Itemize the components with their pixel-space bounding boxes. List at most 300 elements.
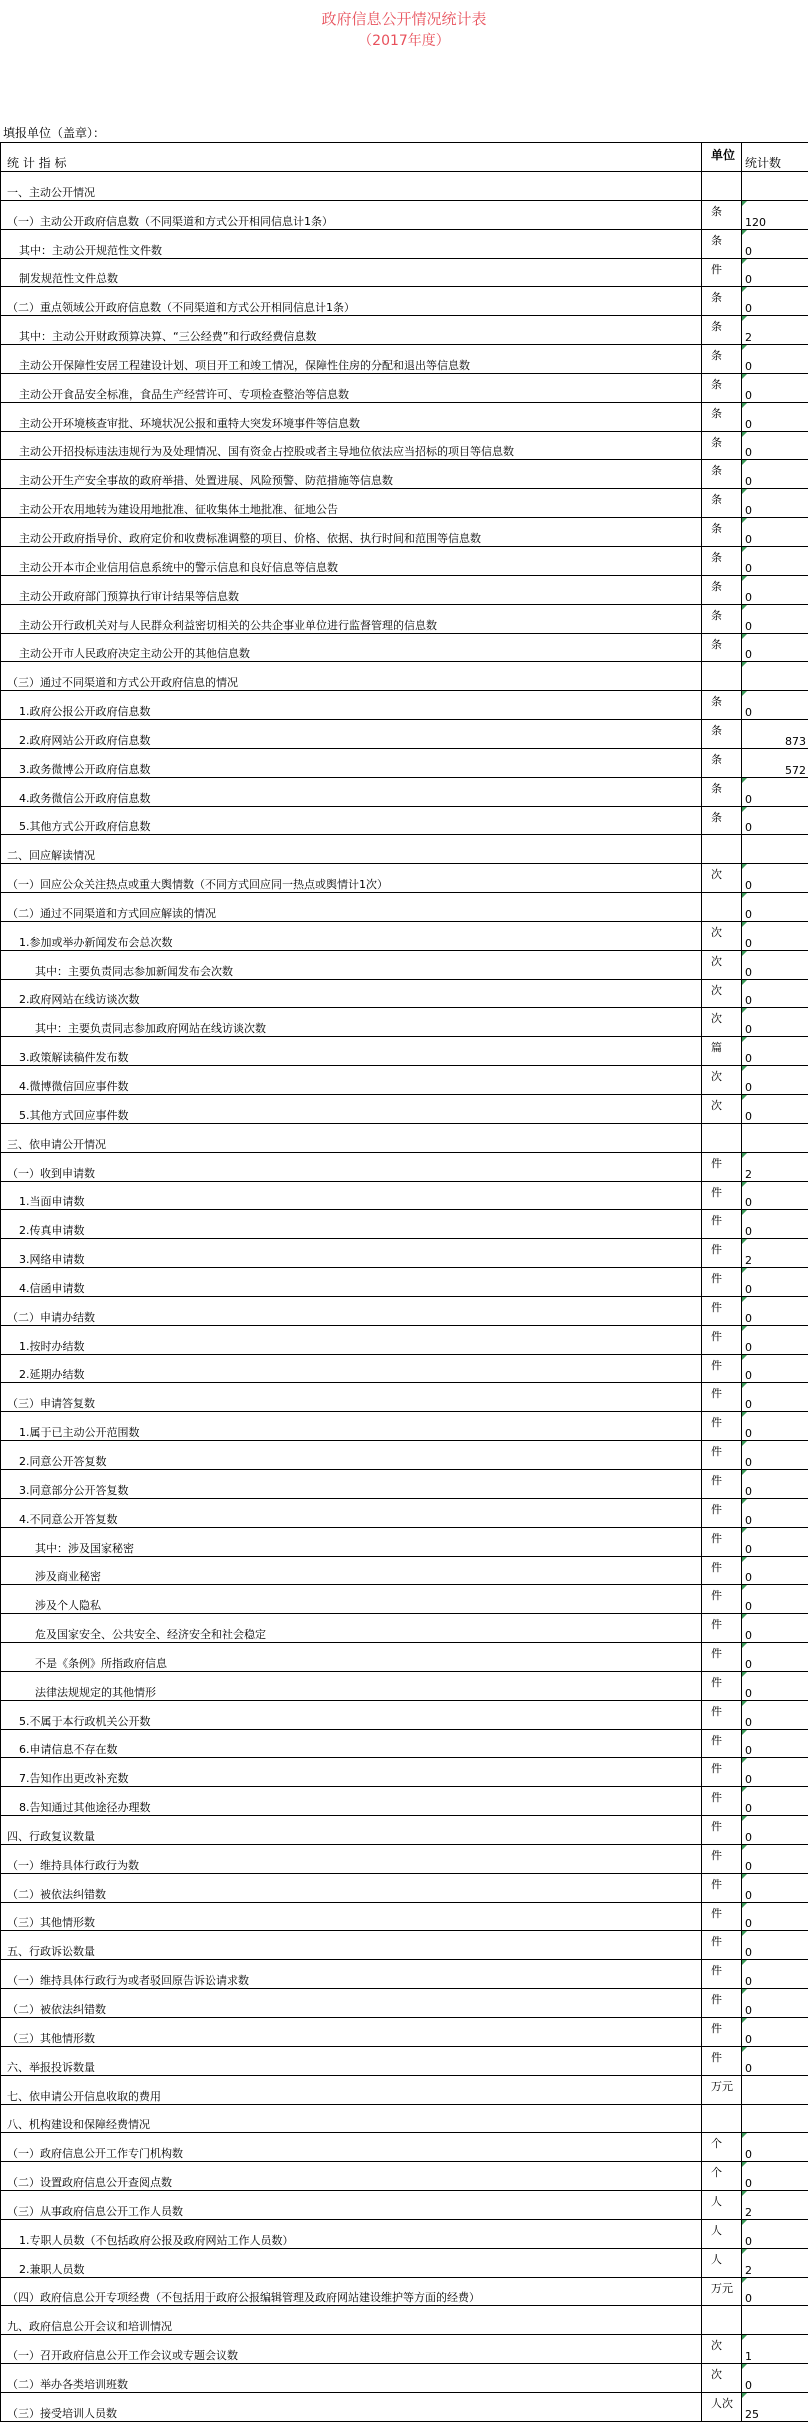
table-row [1, 1700, 808, 1729]
cell-comment-marker [742, 1470, 747, 1475]
row-value-text: 0 [745, 591, 752, 604]
row-value-text: 0 [745, 1629, 752, 1642]
table-row [1, 2364, 808, 2393]
cell-comment-marker [742, 1787, 747, 1792]
row-unit: 条 [702, 691, 742, 720]
cell-comment-marker [742, 1989, 747, 1994]
table-row [1, 1844, 808, 1873]
row-indicator-label: （一）维持具体行政行为数 [1, 1844, 702, 1873]
row-unit: 件 [702, 1210, 742, 1239]
row-value [742, 287, 808, 316]
row-indicator-label: 主动公开农用地转为建设用地批准、征收集体土地批准、征地公告 [1, 489, 702, 518]
table-row [1, 1441, 808, 1470]
cell-comment-marker [742, 460, 747, 465]
table-row [1, 662, 808, 691]
row-indicator-label: 涉及商业秘密 [1, 1556, 702, 1585]
table-row [1, 1902, 808, 1931]
row-value [742, 835, 808, 864]
cell-comment-marker [742, 547, 747, 552]
table-row [1, 287, 808, 316]
row-value [742, 1902, 808, 1931]
row-unit: 件 [702, 1643, 742, 1672]
row-value-text: 0 [745, 1773, 752, 1786]
table-row [1, 1960, 808, 1989]
table-row [1, 489, 808, 518]
row-value [742, 1268, 808, 1297]
row-indicator-label: 4.不同意公开答复数 [1, 1498, 702, 1527]
row-value-text: 0 [745, 994, 752, 1007]
row-indicator-label: 主动公开市人民政府决定主动公开的其他信息数 [1, 633, 702, 662]
row-value-text: 0 [745, 1081, 752, 1094]
table-header-row [1, 143, 808, 172]
table-row [1, 720, 808, 749]
table-row [1, 748, 808, 777]
row-unit: 人次 [702, 2392, 742, 2421]
cell-comment-marker [742, 1874, 747, 1879]
row-value-text: 0 [745, 908, 752, 921]
row-unit: 条 [702, 806, 742, 835]
row-unit: 条 [702, 633, 742, 662]
cell-comment-marker [742, 662, 747, 667]
row-value [742, 2046, 808, 2075]
table-row [1, 893, 808, 922]
row-unit: 次 [702, 1095, 742, 1124]
row-value [742, 748, 808, 777]
row-value [742, 1296, 808, 1325]
table-row [1, 1239, 808, 1268]
row-value-text: 0 [745, 2148, 752, 2161]
row-indicator-label: 2.政府网站公开政府信息数 [1, 720, 702, 749]
table-row [1, 316, 808, 345]
row-indicator-label: 危及国家安全、公共安全、经济安全和社会稳定 [1, 1614, 702, 1643]
row-unit: 件 [702, 1960, 742, 1989]
row-value-text: 0 [745, 2062, 752, 2075]
row-value [742, 2133, 808, 2162]
row-value-text: 0 [745, 2379, 752, 2392]
cell-comment-marker [742, 1730, 747, 1735]
row-value-text: 0 [745, 1946, 752, 1959]
row-unit [702, 2104, 742, 2133]
table-row [1, 518, 808, 547]
row-value [742, 1960, 808, 1989]
table-row [1, 1931, 808, 1960]
cell-comment-marker [742, 1037, 747, 1042]
table-row [1, 1008, 808, 1037]
row-unit: 万元 [702, 2075, 742, 2104]
table-row [1, 546, 808, 575]
cell-comment-marker [742, 374, 747, 379]
row-value [742, 229, 808, 258]
row-unit: 件 [702, 1152, 742, 1181]
row-unit: 篇 [702, 1037, 742, 1066]
row-value [742, 2219, 808, 2248]
row-value-text: 0 [745, 1744, 752, 1757]
header-indicator: 统 计 指 标 [1, 143, 702, 172]
row-value-text: 0 [745, 1975, 752, 1988]
row-unit: 件 [702, 1354, 742, 1383]
row-unit: 次 [702, 1066, 742, 1095]
row-unit: 件 [702, 1441, 742, 1470]
row-indicator-label: 四、行政复议数量 [1, 1816, 702, 1845]
row-value-text: 0 [745, 879, 752, 892]
row-unit: 件 [702, 1902, 742, 1931]
row-value-text: 0 [745, 360, 752, 373]
row-unit: 次 [702, 2335, 742, 2364]
cell-comment-marker [742, 922, 747, 927]
row-indicator-label: 主动公开政府部门预算执行审计结果等信息数 [1, 575, 702, 604]
cell-comment-marker [742, 1614, 747, 1619]
row-value [742, 373, 808, 402]
cell-comment-marker [742, 2249, 747, 2254]
row-indicator-label: 4.信函申请数 [1, 1268, 702, 1297]
row-value [742, 1354, 808, 1383]
row-value-text: 0 [745, 1658, 752, 1671]
row-value-text: 0 [745, 562, 752, 575]
row-value [742, 489, 808, 518]
table-row [1, 691, 808, 720]
table-row [1, 979, 808, 1008]
row-unit: 人 [702, 2191, 742, 2220]
cell-comment-marker [742, 778, 747, 783]
row-value [742, 1671, 808, 1700]
cell-comment-marker [742, 1182, 747, 1187]
table-row [1, 1066, 808, 1095]
row-unit: 条 [702, 489, 742, 518]
page-subtitle: （2017年度） [0, 30, 808, 50]
row-unit: 件 [702, 1498, 742, 1527]
row-value-text: 0 [745, 475, 752, 488]
filler-unit-label: 填报单位（盖章）： [3, 124, 105, 141]
table-row [1, 1527, 808, 1556]
table-row [1, 575, 808, 604]
row-indicator-label: （一）政府信息公开工作专门机构数 [1, 2133, 702, 2162]
row-indicator-label: （三）其他情形数 [1, 1902, 702, 1931]
row-value [742, 1066, 808, 1095]
cell-comment-marker [742, 1903, 747, 1908]
row-value [742, 720, 808, 749]
row-unit [702, 1123, 742, 1152]
cell-comment-marker [742, 1960, 747, 1965]
row-unit: 件 [702, 1239, 742, 1268]
row-value [742, 1037, 808, 1066]
row-indicator-label: 4.政务微信公开政府信息数 [1, 777, 702, 806]
row-value-text: 0 [745, 418, 752, 431]
cell-comment-marker [742, 1095, 747, 1100]
row-unit: 条 [702, 431, 742, 460]
table-row [1, 1412, 808, 1441]
table-row [1, 1123, 808, 1152]
row-value [742, 950, 808, 979]
row-indicator-label: 2.传真申请数 [1, 1210, 702, 1239]
cell-comment-marker [742, 893, 747, 898]
row-indicator-label: 其中：主动公开规范性文件数 [1, 229, 702, 258]
statistics-table [0, 142, 808, 2422]
row-unit: 次 [702, 979, 742, 1008]
row-indicator-label: 1.专职人员数（不包括政府公报及政府网站工作人员数） [1, 2219, 702, 2248]
cell-comment-marker [742, 980, 747, 985]
row-indicator-label: 1.当面申请数 [1, 1181, 702, 1210]
row-indicator-label: 二、回应解读情况 [1, 835, 702, 864]
row-value [742, 200, 808, 229]
table-row [1, 1268, 808, 1297]
row-value-text: 0 [745, 1196, 752, 1209]
cell-comment-marker [742, 259, 747, 264]
row-indicator-label: 一、主动公开情况 [1, 172, 702, 201]
row-indicator-label: 不是《条例》所指政府信息 [1, 1643, 702, 1672]
row-value-text: 0 [745, 1023, 752, 1036]
row-value [742, 518, 808, 547]
row-indicator-label: 6.申请信息不存在数 [1, 1729, 702, 1758]
cell-comment-marker [742, 489, 747, 494]
row-value [742, 258, 808, 287]
row-unit: 件 [702, 1527, 742, 1556]
row-indicator-label: 1.参加或举办新闻发布会总次数 [1, 921, 702, 950]
row-value-text: 2 [745, 331, 752, 344]
cell-comment-marker [742, 403, 747, 408]
row-value-text: 0 [745, 1369, 752, 1382]
row-value [742, 2364, 808, 2393]
row-value-text: 0 [745, 533, 752, 546]
cell-comment-marker [742, 518, 747, 523]
row-value [742, 1585, 808, 1614]
row-value [742, 2306, 808, 2335]
row-indicator-label: 3.同意部分公开答复数 [1, 1469, 702, 1498]
table-row [1, 1210, 808, 1239]
table-row [1, 604, 808, 633]
row-value [742, 1729, 808, 1758]
cell-comment-marker [742, 1701, 747, 1706]
cell-comment-marker [742, 807, 747, 812]
row-unit: 件 [702, 258, 742, 287]
row-value-text: 0 [745, 389, 752, 402]
cell-comment-marker [742, 1931, 747, 1936]
row-unit: 条 [702, 345, 742, 374]
table-row [1, 1729, 808, 1758]
cell-comment-marker [742, 1210, 747, 1215]
row-value [742, 1758, 808, 1787]
row-value [742, 2277, 808, 2306]
row-value-text: 0 [745, 1398, 752, 1411]
row-unit: 条 [702, 748, 742, 777]
cell-comment-marker [742, 2220, 747, 2225]
cell-comment-marker [742, 345, 747, 350]
table-row [1, 2335, 808, 2364]
row-value-text: 0 [745, 1283, 752, 1296]
row-value-text: 2 [745, 1168, 752, 1181]
cell-comment-marker [742, 1643, 747, 1648]
row-unit: 条 [702, 287, 742, 316]
row-indicator-label: 六、举报投诉数量 [1, 2046, 702, 2075]
cell-comment-marker [742, 951, 747, 956]
row-value [742, 1152, 808, 1181]
row-unit: 件 [702, 1729, 742, 1758]
row-indicator-label: （二）通过不同渠道和方式回应解读的情况 [1, 893, 702, 922]
table-row [1, 1643, 808, 1672]
row-indicator-label: 主动公开生产安全事故的政府举措、处置进展、风险预警、防范措施等信息数 [1, 460, 702, 489]
row-indicator-label: 三、依申请公开情况 [1, 1123, 702, 1152]
row-value [742, 2018, 808, 2047]
row-indicator-label: （二）申请办结数 [1, 1296, 702, 1325]
cell-comment-marker [742, 1557, 747, 1562]
row-unit: 件 [702, 1296, 742, 1325]
table-row [1, 1095, 808, 1124]
row-unit: 个 [702, 2133, 742, 2162]
row-value [742, 575, 808, 604]
row-value [742, 1383, 808, 1412]
row-unit: 件 [702, 1556, 742, 1585]
row-indicator-label: 8.告知通过其他途径办理数 [1, 1787, 702, 1816]
table-row [1, 229, 808, 258]
cell-comment-marker [742, 2278, 747, 2283]
row-unit: 次 [702, 2364, 742, 2393]
row-value-text: 0 [745, 793, 752, 806]
cell-comment-marker [742, 2393, 747, 2398]
row-value [742, 1643, 808, 1672]
row-value [742, 546, 808, 575]
row-value [742, 1469, 808, 1498]
row-value [742, 1210, 808, 1239]
row-value-text: 0 [745, 1514, 752, 1527]
row-unit: 条 [702, 604, 742, 633]
row-unit [702, 2306, 742, 2335]
row-value [742, 2075, 808, 2104]
row-indicator-label: 主动公开环境核查审批、环境状况公报和重特大突发环境事件等信息数 [1, 402, 702, 431]
row-unit: 人 [702, 2219, 742, 2248]
row-value-text: 0 [745, 1341, 752, 1354]
row-indicator-label: （三）其他情形数 [1, 2018, 702, 2047]
cell-comment-marker [742, 2335, 747, 2340]
cell-comment-marker [742, 1239, 747, 1244]
row-indicator-label: （一）回应公众关注热点或重大舆情数（不同方式回应同一热点或舆情计1次） [1, 864, 702, 893]
row-value-text: 0 [745, 504, 752, 517]
row-indicator-label: 七、依申请公开信息收取的费用 [1, 2075, 702, 2104]
cell-comment-marker [742, 2162, 747, 2167]
row-unit: 件 [702, 1758, 742, 1787]
row-unit: 件 [702, 1383, 742, 1412]
row-unit: 件 [702, 1614, 742, 1643]
row-unit: 次 [702, 950, 742, 979]
table-row [1, 950, 808, 979]
table-row [1, 402, 808, 431]
table-row [1, 1873, 808, 1902]
row-value [742, 1873, 808, 1902]
table-row [1, 172, 808, 201]
row-value [742, 633, 808, 662]
row-value [742, 1556, 808, 1585]
row-indicator-label: 1.政府公报公开政府信息数 [1, 691, 702, 720]
row-unit: 件 [702, 1931, 742, 1960]
row-indicator-label: （二）被依法纠错数 [1, 1873, 702, 1902]
row-value [742, 2392, 808, 2421]
table-row [1, 2392, 808, 2421]
row-unit: 件 [702, 1268, 742, 1297]
row-value-text: 0 [745, 302, 752, 315]
row-indicator-label: （一）收到申请数 [1, 1152, 702, 1181]
row-unit: 条 [702, 229, 742, 258]
header-unit: 单位 [702, 143, 742, 172]
row-value [742, 460, 808, 489]
row-value-text: 0 [745, 245, 752, 258]
row-indicator-label: （三）接受培训人员数 [1, 2392, 702, 2421]
table-row [1, 373, 808, 402]
table-row [1, 1585, 808, 1614]
cell-comment-marker [742, 1066, 747, 1071]
row-value [742, 979, 808, 1008]
table-row [1, 1354, 808, 1383]
row-unit: 条 [702, 777, 742, 806]
row-value-text: 2 [745, 1254, 752, 1267]
row-value-text: 120 [745, 216, 766, 229]
row-indicator-label: 5.其他方式回应事件数 [1, 1095, 702, 1124]
row-indicator-label: 其中：涉及国家秘密 [1, 1527, 702, 1556]
row-value [742, 1700, 808, 1729]
row-value-text: 0 [745, 1225, 752, 1238]
cell-comment-marker [742, 1008, 747, 1013]
row-value-text: 0 [745, 706, 752, 719]
row-value [742, 1008, 808, 1037]
row-indicator-label: 主动公开保障性安居工程建设计划、项目开工和竣工情况，保障性住房的分配和退出等信息数 [1, 345, 702, 374]
row-unit: 人 [702, 2248, 742, 2277]
cell-comment-marker [742, 634, 747, 639]
table-row [1, 864, 808, 893]
table-row [1, 2018, 808, 2047]
table-row [1, 777, 808, 806]
cell-comment-marker [742, 2047, 747, 2052]
cell-comment-marker [742, 1672, 747, 1677]
row-value-text: 0 [745, 966, 752, 979]
row-value-text: 0 [745, 1917, 752, 1930]
cell-comment-marker [742, 605, 747, 610]
row-indicator-label: 主动公开政府指导价、政府定价和收费标准调整的项目、价格、依据、执行时间和范围等信息数 [1, 518, 702, 547]
table-row [1, 2191, 808, 2220]
row-value [742, 691, 808, 720]
row-value-text: 0 [745, 1312, 752, 1325]
row-value-text: 0 [745, 2292, 752, 2305]
row-value-text: 0 [745, 1427, 752, 1440]
row-value-text: 0 [745, 1571, 752, 1584]
row-value [742, 1931, 808, 1960]
row-value [742, 316, 808, 345]
row-value [742, 431, 808, 460]
table-row [1, 1296, 808, 1325]
cell-comment-marker [742, 2133, 747, 2138]
cell-comment-marker [742, 691, 747, 696]
table-row [1, 2306, 808, 2335]
row-value-text: 0 [745, 1052, 752, 1065]
table-row [1, 1325, 808, 1354]
table-row [1, 1989, 808, 2018]
row-unit: 件 [702, 1700, 742, 1729]
table-row [1, 1498, 808, 1527]
cell-comment-marker [742, 1412, 747, 1417]
row-value [742, 345, 808, 374]
row-indicator-label: 7.告知作出更改补充数 [1, 1758, 702, 1787]
cell-comment-marker [742, 1297, 747, 1302]
row-unit: 件 [702, 1469, 742, 1498]
table-row [1, 1787, 808, 1816]
cell-comment-marker [742, 1845, 747, 1850]
row-value-text: 0 [745, 2177, 752, 2190]
cell-comment-marker [742, 1153, 747, 1158]
row-indicator-label: （二）被依法纠错数 [1, 1989, 702, 2018]
row-indicator-label: 2.政府网站在线访谈次数 [1, 979, 702, 1008]
row-unit: 件 [702, 1181, 742, 1210]
row-unit: 条 [702, 460, 742, 489]
cell-comment-marker [742, 1816, 747, 1821]
row-unit: 件 [702, 1412, 742, 1441]
row-indicator-label: （二）举办各类培训班数 [1, 2364, 702, 2393]
cell-comment-marker [742, 316, 747, 321]
